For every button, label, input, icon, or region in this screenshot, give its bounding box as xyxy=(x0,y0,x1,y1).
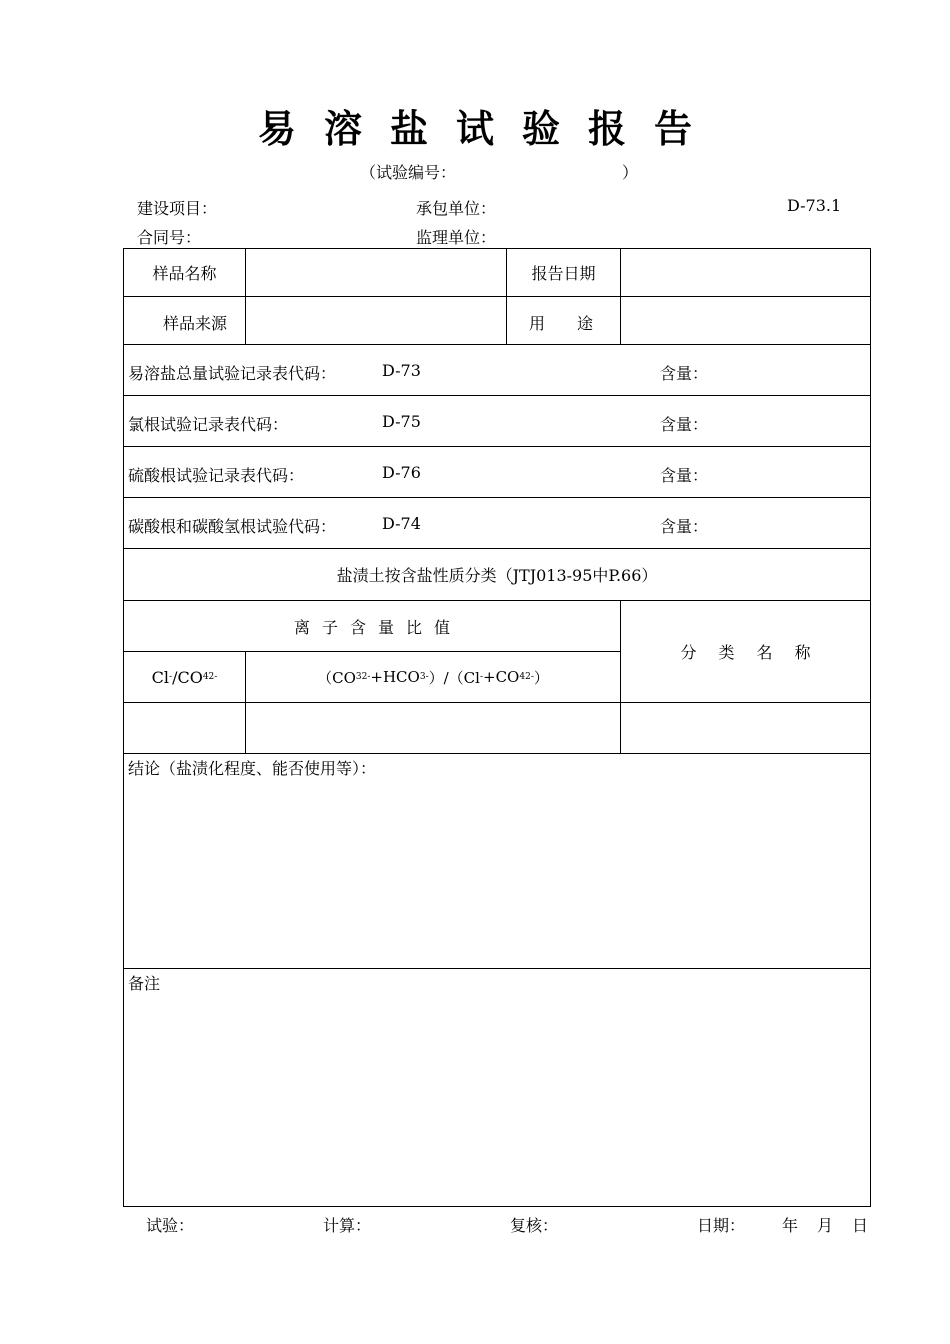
ratio-cl-co4: Cl - /CO 4 2- xyxy=(151,667,218,687)
conclusion-label: 结论（盐渍化程度、能否使用等）： xyxy=(128,759,377,778)
class-name-char: 名 xyxy=(756,643,773,662)
footer-calc-label: 计算： xyxy=(323,1216,372,1235)
footer-month: 月 xyxy=(817,1216,834,1235)
remarks-area[interactable] xyxy=(124,995,870,1206)
title-char: 报 xyxy=(588,106,627,151)
row-divider xyxy=(123,497,871,498)
remarks-label: 备注 xyxy=(128,974,161,993)
ion-ratio-char: 离 xyxy=(293,617,310,637)
ratio-text: ） xyxy=(533,668,549,687)
row-divider xyxy=(123,344,871,345)
record-code: D-75 xyxy=(382,412,421,431)
ratio2-value[interactable] xyxy=(246,703,620,753)
record-content: 含量： xyxy=(660,364,709,383)
record-content: 含量： xyxy=(660,466,709,485)
usage-label: 用 途 xyxy=(529,314,594,333)
ratio-text: +HCO xyxy=(370,668,420,686)
table-border-bottom xyxy=(123,1206,871,1207)
ion-ratio-header xyxy=(124,601,620,651)
record-label: 氯根试验记录表代码： xyxy=(128,415,289,434)
sample-source-value[interactable] xyxy=(246,297,506,344)
footer-date-label: 日期： xyxy=(697,1216,746,1235)
ratio-text: /CO xyxy=(172,667,203,687)
ratio1-value[interactable] xyxy=(124,703,245,753)
project-label: 建设项目： xyxy=(137,199,218,218)
contract-label: 合同号： xyxy=(137,228,202,247)
ratio-text: Cl xyxy=(151,667,170,687)
record-label: 碳酸根和碳酸氢根试验代码： xyxy=(128,517,337,536)
ratio-text: ）/（Cl xyxy=(428,668,480,687)
footer-test-label: 试验： xyxy=(146,1216,195,1235)
test-number-close: ） xyxy=(622,163,639,182)
row-divider xyxy=(123,968,871,969)
class-name-header xyxy=(621,601,870,702)
record-content: 含量： xyxy=(660,415,709,434)
page-title xyxy=(0,98,950,153)
row-divider xyxy=(123,753,871,754)
record-label: 硫酸根试验记录表代码： xyxy=(128,466,305,485)
footer-day: 日 xyxy=(852,1216,869,1235)
title-char: 易 xyxy=(257,106,296,151)
record-label: 易溶盐总量试验记录表代码： xyxy=(128,364,337,383)
test-number-label: （试验编号： xyxy=(360,163,457,182)
ratio-text: +CO xyxy=(483,668,520,686)
class-name-value[interactable] xyxy=(621,703,870,753)
title-char: 验 xyxy=(522,106,561,151)
ion-ratio-char: 比 xyxy=(406,617,423,637)
conclusion-area[interactable] xyxy=(124,780,870,968)
footer-year: 年 xyxy=(782,1216,799,1235)
footer-review-label: 复核： xyxy=(510,1216,559,1235)
sample-source-label: 样品来源 xyxy=(163,314,228,333)
title-char: 试 xyxy=(455,106,494,151)
class-name-char: 称 xyxy=(794,643,811,662)
ratio-co3-hco3: （CO 3 2- +HCO 3 - ）/（Cl - +CO 4 2- ） xyxy=(317,668,549,687)
record-code: D-74 xyxy=(382,514,421,533)
title-char: 告 xyxy=(654,106,693,151)
class-name-char: 分 xyxy=(680,643,697,662)
usage-value[interactable] xyxy=(621,297,870,344)
supervisor-label: 监理单位： xyxy=(416,228,497,247)
class-name-char: 类 xyxy=(718,643,735,662)
sample-name-value[interactable] xyxy=(246,249,506,296)
ion-ratio-char: 量 xyxy=(378,617,395,637)
sample-name-label: 样品名称 xyxy=(152,264,217,283)
row-divider xyxy=(123,395,871,396)
classification-title: 盐渍土按含盐性质分类（JTJ013-95中P.66） xyxy=(336,566,658,585)
record-content: 含量： xyxy=(660,517,709,536)
form-code: D-73.1 xyxy=(787,196,842,215)
record-code: D-76 xyxy=(382,463,421,482)
contractor-label: 承包单位： xyxy=(416,199,497,218)
title-char: 溶 xyxy=(323,106,362,151)
record-code: D-73 xyxy=(382,361,421,380)
title-char: 盐 xyxy=(389,106,428,151)
report-date-value[interactable] xyxy=(621,249,870,296)
row-divider xyxy=(123,446,871,447)
ratio-text: （CO xyxy=(317,668,356,687)
ion-ratio-char: 值 xyxy=(434,617,451,637)
ion-ratio-char: 含 xyxy=(349,617,366,637)
table-border-right xyxy=(870,248,871,1207)
ion-ratio-char: 子 xyxy=(321,617,338,637)
report-date-label: 报告日期 xyxy=(531,264,596,283)
